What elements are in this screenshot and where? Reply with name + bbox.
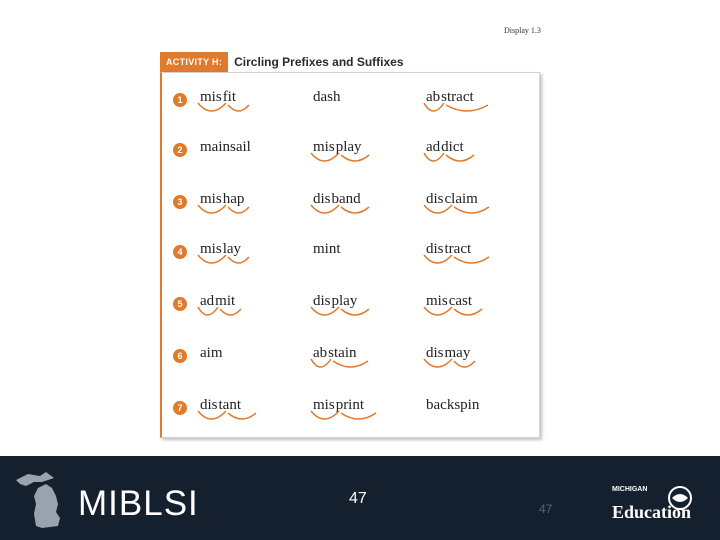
activity-box [160, 72, 540, 438]
word-prefix: dis [313, 293, 331, 309]
activity-row [162, 239, 540, 269]
word-prefix: dis [313, 191, 331, 207]
prefix-circle-mark [422, 359, 502, 371]
word-prefix: mint [313, 241, 341, 257]
word-prefix: dis [426, 191, 444, 207]
word-prefix: ad [200, 293, 215, 309]
word-prefix: dis [426, 241, 444, 257]
prefix-circle-mark [196, 205, 276, 217]
word-item [200, 241, 241, 258]
prefix-circle-mark [422, 307, 502, 319]
activity-row [162, 343, 540, 373]
footer-bar [0, 456, 720, 540]
word-item [200, 397, 241, 414]
word-item [426, 241, 471, 258]
activity-row [162, 87, 540, 117]
word-root: print [335, 397, 365, 413]
word-root: fit [222, 89, 237, 105]
word-prefix: backspin [426, 397, 480, 413]
prefix-circle-mark [196, 411, 276, 423]
word-item [313, 293, 357, 310]
prefix-circle-mark [309, 153, 389, 165]
word-root: stract [441, 89, 474, 105]
row-number: 3 [173, 195, 187, 209]
word-prefix: aim [200, 345, 223, 361]
word-prefix: mainsail [200, 139, 251, 155]
prefix-circle-mark [196, 255, 276, 267]
word-root: tract [444, 241, 472, 257]
word-item [313, 89, 342, 106]
row-number: 2 [173, 143, 187, 157]
word-root: band [331, 191, 361, 207]
word-item [426, 293, 472, 310]
word-prefix: ab [426, 89, 441, 105]
prefix-circle-mark [422, 103, 502, 115]
word-item [200, 191, 244, 208]
row-number: 7 [173, 401, 187, 415]
word-item [313, 139, 362, 156]
word-prefix: dash [313, 89, 341, 105]
activity-row [162, 189, 540, 219]
activity-panel [160, 52, 540, 438]
row-number: 1 [173, 93, 187, 107]
row-number: 6 [173, 349, 187, 363]
activity-row [162, 291, 540, 321]
word-item [313, 397, 364, 414]
prefix-circle-mark [309, 205, 389, 217]
prefix-circle-mark [309, 411, 389, 423]
page-number-secondary: 47 [539, 502, 553, 516]
word-root: claim [444, 191, 478, 207]
word-root: play [335, 139, 362, 155]
prefix-circle-mark [196, 307, 276, 319]
activity-row [162, 395, 540, 425]
miblsi-logo-text: MIBLSI [78, 484, 199, 523]
word-prefix: ad [426, 139, 441, 155]
word-item [200, 139, 252, 156]
word-root: tant [218, 397, 242, 413]
prefix-circle-mark [309, 359, 389, 371]
word-item [200, 345, 224, 362]
activity-title: Circling Prefixes and Suffixes [234, 55, 404, 69]
word-root: cast [448, 293, 473, 309]
word-item [426, 191, 478, 208]
word-root: may [444, 345, 471, 361]
prefix-circle-mark [196, 103, 276, 115]
row-number: 5 [173, 297, 187, 311]
activity-tag: ACTIVITY H: [160, 52, 228, 72]
word-prefix: mis [200, 191, 222, 207]
display-label: Display 1.3 [504, 26, 541, 35]
prefix-circle-mark [422, 205, 502, 217]
word-item [200, 89, 236, 106]
word-prefix: ab [313, 345, 328, 361]
word-root: hap [222, 191, 245, 207]
prefix-circle-mark [309, 307, 389, 319]
word-prefix: dis [426, 345, 444, 361]
activity-header [160, 52, 404, 72]
prefix-circle-mark [422, 153, 502, 165]
prefix-circle-mark [422, 255, 502, 267]
word-item [313, 191, 361, 208]
activity-row [162, 137, 540, 167]
word-item [313, 241, 342, 258]
word-item [313, 345, 357, 362]
word-item [426, 397, 480, 414]
education-logo-text: Education [612, 502, 692, 522]
word-root: play [331, 293, 358, 309]
word-item [200, 293, 235, 310]
word-item [426, 345, 470, 362]
education-michigan-label: MICHIGAN [612, 486, 648, 493]
word-prefix: mis [200, 89, 222, 105]
row-number: 4 [173, 245, 187, 259]
word-prefix: mis [313, 139, 335, 155]
word-item [426, 89, 474, 106]
word-prefix: dis [200, 397, 218, 413]
word-root: stain [328, 345, 357, 361]
word-item [426, 139, 464, 156]
word-root: mit [215, 293, 236, 309]
word-prefix: mis [426, 293, 448, 309]
word-root: lay [222, 241, 242, 257]
michigan-map-icon [12, 468, 72, 530]
word-prefix: mis [200, 241, 222, 257]
page-number: 47 [349, 490, 367, 507]
word-prefix: mis [313, 397, 335, 413]
word-root: dict [441, 139, 464, 155]
